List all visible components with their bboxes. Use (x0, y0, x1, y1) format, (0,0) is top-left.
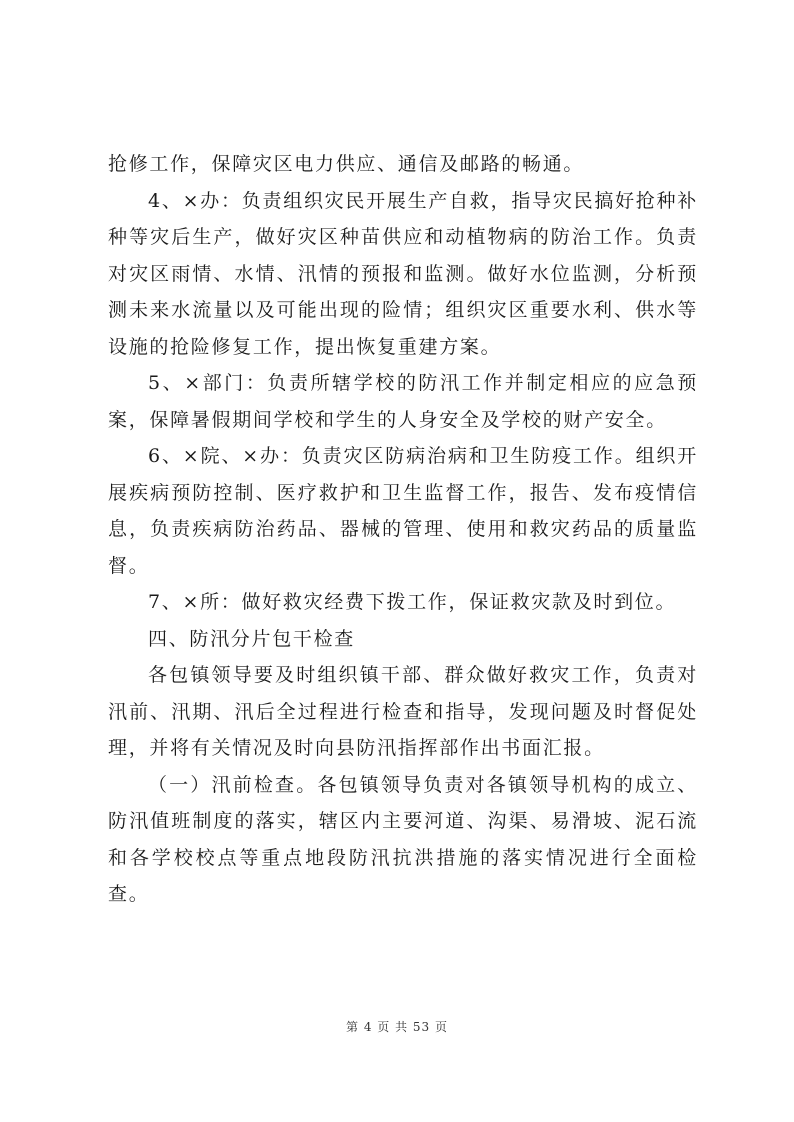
page-number-footer: 第 4 页 共 53 页 (346, 1020, 448, 1034)
paragraph-item-5: 5、×部门：负责所辖学校的防汛工作并制定相应的应急预案，保障暑假期间学校和学生的人身安全及学校的财产安全。 (108, 372, 698, 431)
paragraph-body: 各包镇领导要及时组织镇干部、群众做好救灾工作，负责对汛前、汛期、汛后全过程进行检查和指导，发现问题及时督促处理，并将有关情况及时向县防汛指挥部作出书面汇报。 (108, 664, 698, 759)
paragraph-item-4: 4、×办：负责组织灾民开展生产自救，指导灾民搞好抢种补种等灾后生产，做好灾区种苗供应和动植物病的防治工作。负责对灾区雨情、水情、汛情的预报和监测。做好水位监测，分析预测未来水流量以及可能出现的险情；组织灾区重要水利、供水等设施的抢险修复工作，提出恢复重建方案。 (108, 189, 698, 358)
paragraph-item-7: 7、×所：做好救灾经费下拨工作，保证救灾款及时到位。 (148, 591, 677, 613)
paragraph-item-6: 6、×院、×办：负责灾区防病治病和卫生防疫工作。组织开展疾病预防控制、医疗救护和卫生监督工作，报告、发布疫情信息，负责疾病防治药品、器械的管理、使用和救灾药品的质量监督。 (108, 445, 698, 577)
paragraph-subsection-1: （一）汛前检查。各包镇领导负责对各镇领导机构的成立、防汛值班制度的落实，辖区内主要河道、沟渠、易滑坡、泥石流和各学校校点等重点地段防汛抗洪措施的落实情况进行全面检查。 (108, 773, 698, 905)
section-heading: 四、防汛分片包干检查 (148, 627, 356, 650)
document-body (108, 146, 698, 913)
paragraph-continuation: 抢修工作，保障灾区电力供应、通信及邮路的畅通。 (108, 153, 585, 175)
